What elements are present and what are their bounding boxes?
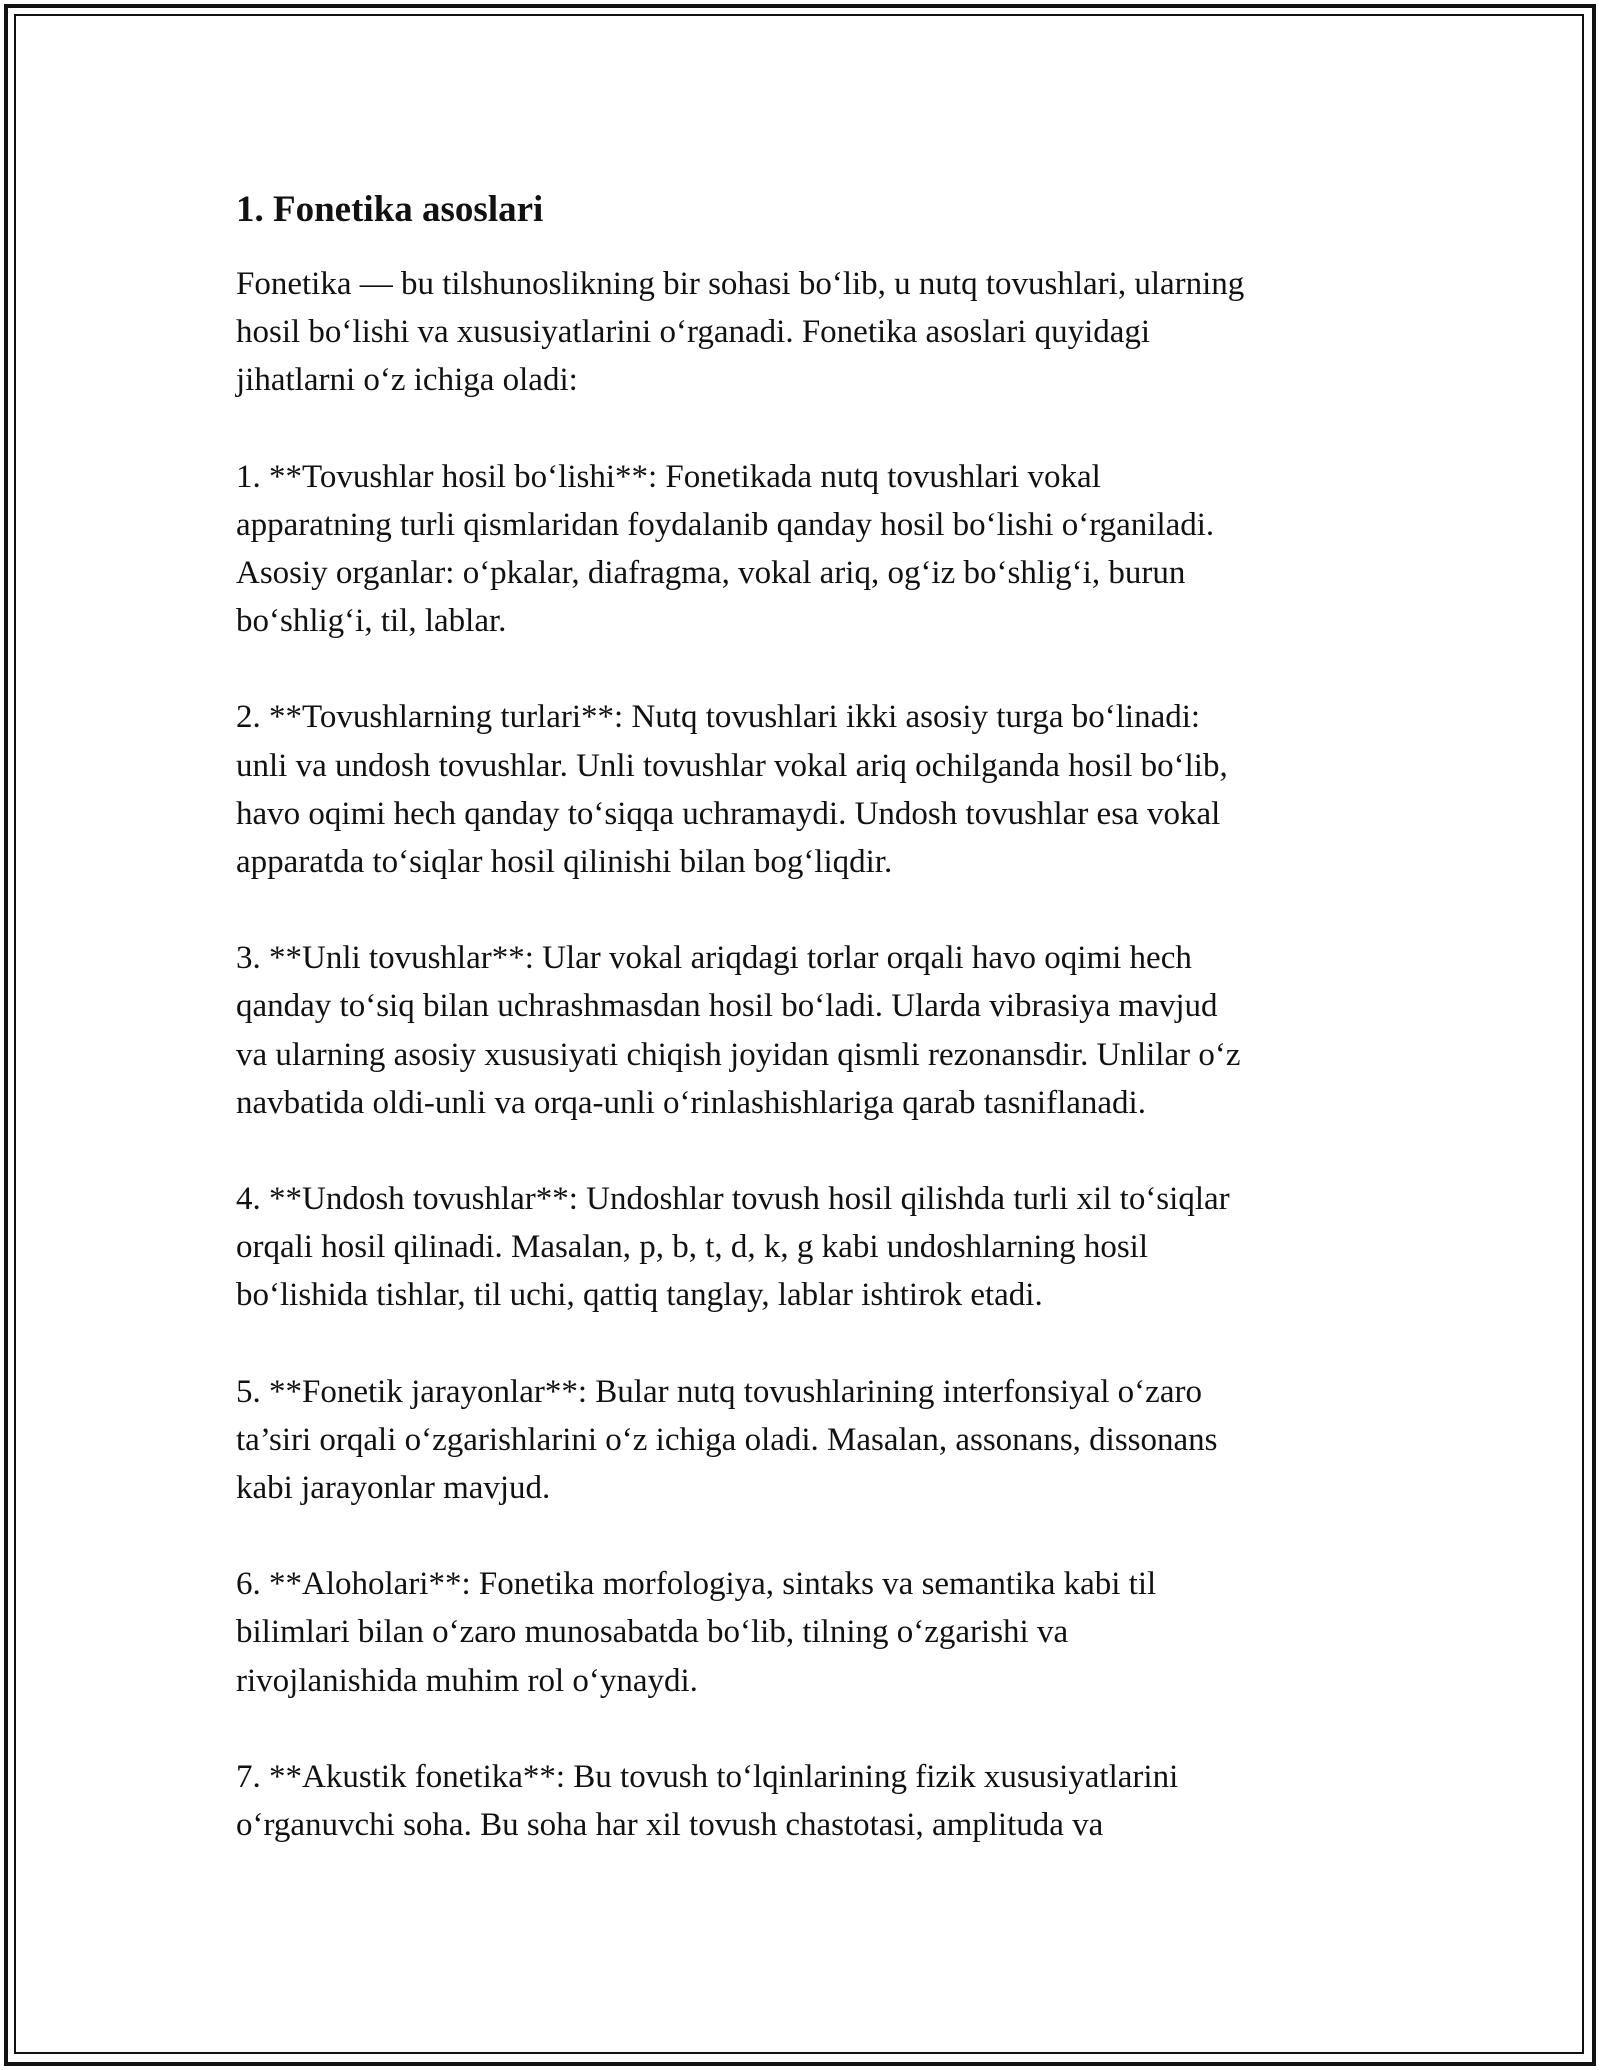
paragraph	[236, 260, 1364, 405]
text-line: 6. **Aloholari**: Fonetika morfologiya, sintaks va semantika kabi til	[236, 1566, 1157, 1603]
document-body	[236, 186, 1364, 1849]
paragraph	[236, 453, 1364, 646]
text-line: Fonetika — bu tilshunoslikning bir sohasi bo‘lib, u nutq tovushlari, ularning	[236, 266, 1245, 302]
text-line: 7. **Akustik fonetika**: Bu tovush to‘lqinlarining fizik xususiyatlarini	[236, 1758, 1179, 1795]
text-line: o‘rganuvchi soha. Bu soha har xil tovush chastotasi, amplituda va	[236, 1807, 1104, 1844]
text-line: 4. **Undosh tovushlar**: Undoshlar tovush hosil qilishda turli xil to‘siqlar	[236, 1181, 1230, 1218]
text-line: Asosiy organlar: o‘pkalar, diafragma, vokal ariq, og‘iz bo‘shlig‘i, burun	[236, 555, 1186, 592]
paragraph	[236, 1175, 1364, 1320]
text-line: bo‘lishida tishlar, til uchi, qattiq tanglay, lablar ishtirok etadi.	[236, 1277, 1043, 1314]
text-line: jihatlarni o‘z ichiga oladi:	[236, 362, 578, 399]
paragraph-list	[236, 260, 1364, 1849]
text-line: bilimlari bilan o‘zaro munosabatda bo‘lib, tilning o‘zgarishi va	[236, 1614, 1069, 1651]
text-line: apparatning turli qismlaridan foydalanib qanday hosil bo‘lishi o‘rganiladi.	[236, 506, 1215, 543]
text-line: 1. **Tovushlar hosil bo‘lishi**: Fonetikada nutq tovushlari vokal	[236, 458, 1101, 495]
text-line: bo‘shlig‘i, til, lablar.	[236, 603, 507, 640]
text-line: orqali hosil qilinadi. Masalan, p, b, t, d, k, g kabi undoshlarning hosil	[236, 1229, 1148, 1266]
text-line: ta’siri orqali o‘zgarishlarini o‘z ichiga oladi. Masalan, assonans, dissonans	[236, 1421, 1218, 1458]
paragraph	[236, 1368, 1364, 1513]
text-line: navbatida oldi-unli va orqa-unli o‘rinlashishlariga qarab tasniflanadi.	[236, 1084, 1146, 1121]
text-line: hosil bo‘lishi va xususiyatlarini o‘rganadi. Fonetika asoslari quyidagi	[236, 314, 1151, 351]
paragraph	[236, 693, 1364, 886]
text-line: va ularning asosiy xususiyati chiqish joyidan qismli rezonansdir. Unlilar o‘z	[236, 1036, 1241, 1073]
paragraph	[236, 1560, 1364, 1705]
paragraph	[236, 1753, 1364, 1849]
text-line: apparatda to‘siqlar hosil qilinishi bilan bog‘liqdir.	[236, 844, 893, 881]
text-line: havo oqimi hech qanday to‘siqqa uchramaydi. Undosh tovushlar esa vokal	[236, 795, 1221, 832]
text-line: 2. **Tovushlarning turlari**: Nutq tovushlari ikki asosiy turga bo‘linadi:	[236, 699, 1201, 736]
paragraph	[236, 934, 1364, 1127]
document-title: 1. Fonetika asoslari	[236, 189, 544, 230]
text-line: rivojlanishida muhim rol o‘ynaydi.	[236, 1662, 698, 1699]
text-line: unli va undosh tovushlar. Unli tovushlar vokal ariq ochilganda hosil bo‘lib,	[236, 747, 1228, 784]
text-line: 3. **Unli tovushlar**: Ular vokal ariqdagi torlar orqali havo oqimi hech	[236, 940, 1192, 977]
text-line: qanday to‘siq bilan uchrashmasdan hosil bo‘ladi. Ularda vibrasiya mavjud	[236, 988, 1218, 1025]
text-line: kabi jarayonlar mavjud.	[236, 1470, 551, 1507]
text-line: 5. **Fonetik jarayonlar**: Bular nutq tovushlarining interfonsiyal o‘zaro	[236, 1373, 1202, 1410]
